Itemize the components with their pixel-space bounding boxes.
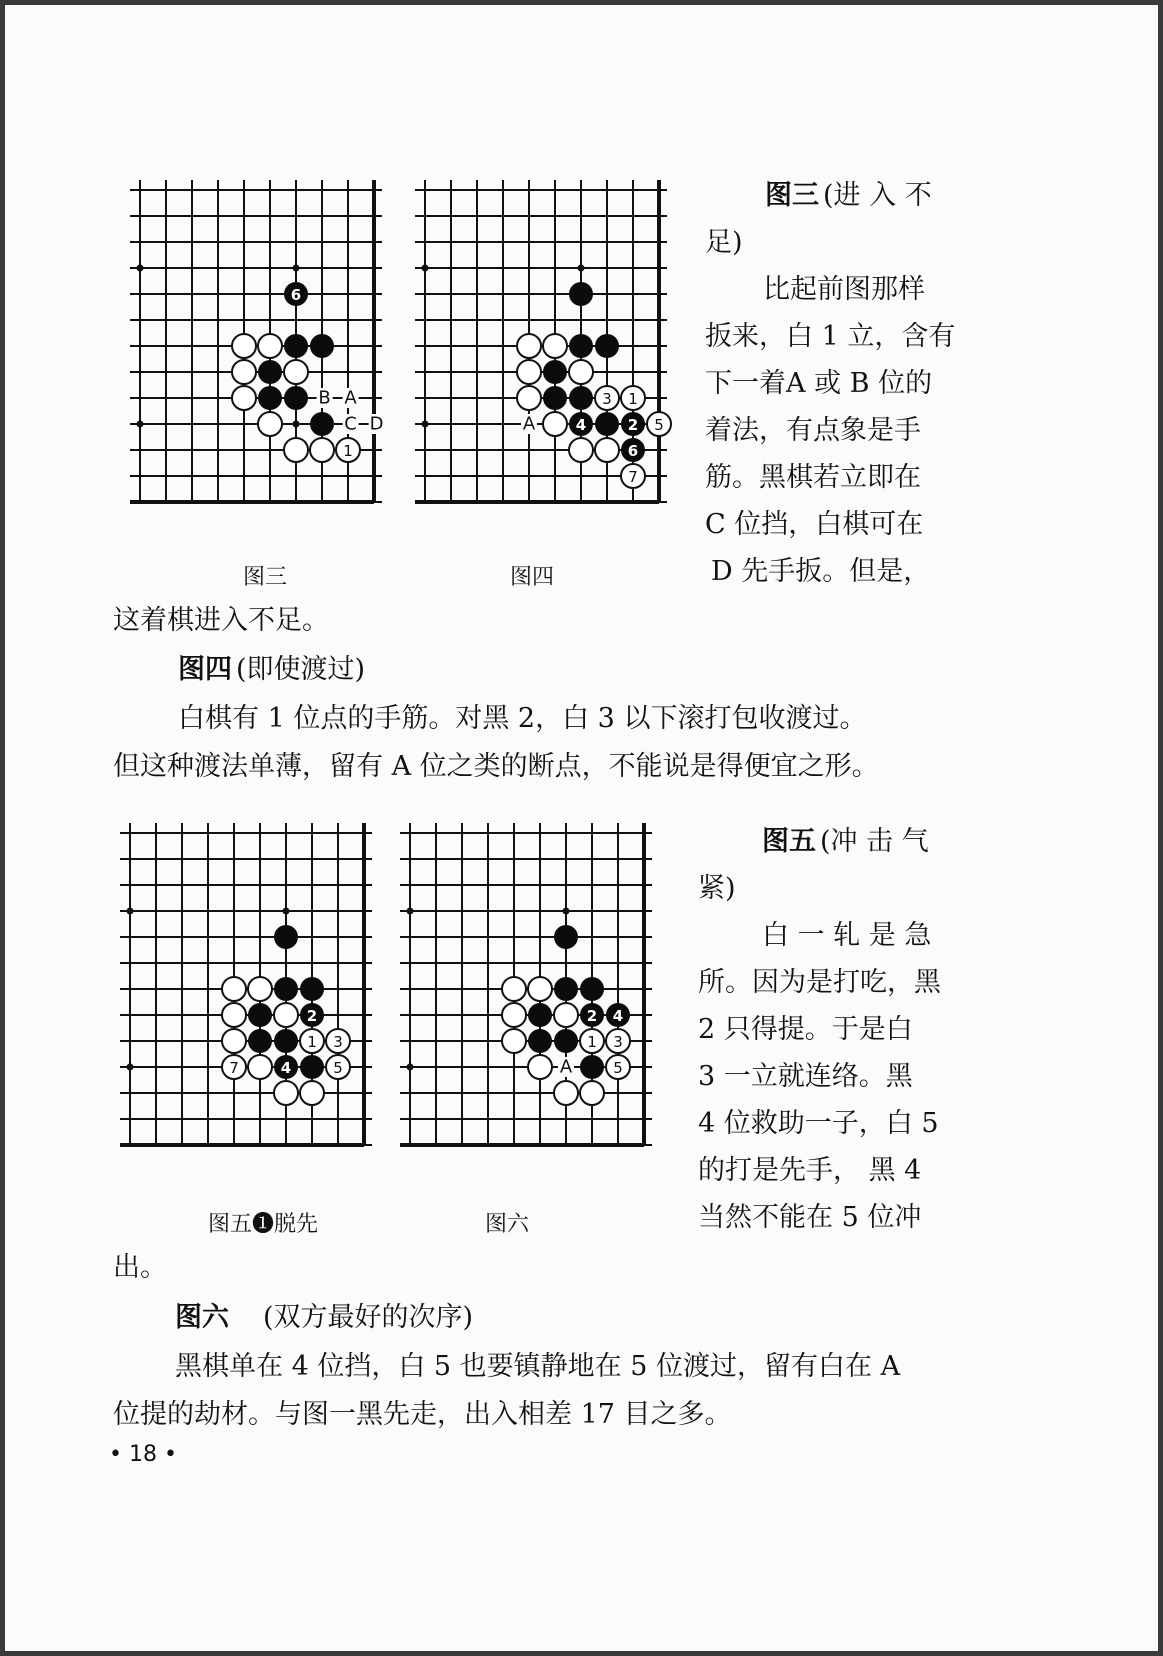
section-4-line: 但这种渡法单薄，留有 A 位之类的断点，不能说是得便宜之形。 [113, 751, 879, 782]
move-number: 6 [627, 442, 639, 460]
white-stone [232, 386, 256, 410]
white-stone [528, 1055, 552, 1079]
star-point [422, 265, 429, 272]
board-label: A [344, 387, 357, 409]
black-stone [580, 1055, 604, 1079]
white-stone [258, 334, 282, 358]
go-diagram-6 [400, 823, 665, 1173]
black-stone [554, 977, 578, 1001]
section-4-title: (即使渡过) [236, 654, 366, 685]
section-3-heading: 图三 [765, 180, 819, 211]
page-number: • 18 • [109, 1442, 177, 1467]
go-diagram-5 [120, 823, 385, 1173]
star-point [127, 908, 134, 915]
section-5-heading: 图五 [762, 826, 816, 857]
black-stone [248, 1003, 272, 1027]
move-number: 4 [280, 1059, 292, 1077]
white-stone [528, 977, 552, 1001]
board-label: B [318, 387, 331, 409]
black-stone [258, 386, 282, 410]
white-stone [258, 412, 282, 436]
white-stone [232, 360, 256, 384]
black-stone [543, 386, 567, 410]
caption-figure-5: 图五❶脱先 [208, 1212, 319, 1237]
black-stone [284, 334, 308, 358]
section-3-line: 着法，有点象是手 [705, 415, 921, 446]
white-stone [248, 1055, 272, 1079]
section-6-line: 黑棋单在 4 位挡，白 5 也要镇静地在 5 位渡过，留有白在 A [175, 1351, 901, 1382]
section-5-line: (冲 击 气 [820, 826, 929, 857]
white-stone [222, 1029, 246, 1053]
white-stone [517, 334, 541, 358]
white-stone [517, 360, 541, 384]
star-point [127, 1064, 134, 1071]
star-point [293, 421, 300, 428]
white-stone [569, 438, 593, 462]
star-point [137, 265, 144, 272]
white-stone [502, 1003, 526, 1027]
section-5-line: 白 一 轧 是 急 [762, 920, 932, 951]
black-stone [274, 925, 298, 949]
section-3-line: 筋。黑棋若立即在 [705, 462, 921, 493]
white-stone [232, 334, 256, 358]
caption-figure-3: 图三 [243, 565, 288, 590]
black-stone [258, 360, 282, 384]
white-stone [300, 1081, 324, 1105]
caption-figure-6: 图六 [485, 1212, 530, 1237]
black-stone [569, 282, 593, 306]
book-page [5, 5, 1158, 1651]
white-stone [569, 360, 593, 384]
board-label: D [369, 413, 384, 435]
white-stone [580, 1081, 604, 1105]
move-number: 6 [290, 286, 302, 304]
move-number: 5 [654, 416, 664, 434]
section-3-line: C 位挡，白棋可在 [705, 509, 924, 540]
section-5-line: 出。 [113, 1252, 167, 1283]
star-point [137, 421, 144, 428]
section-3-line: (进 入 不 [823, 180, 932, 211]
black-stone [248, 1029, 272, 1053]
black-stone [300, 1055, 324, 1079]
board-label: C [344, 413, 357, 435]
black-stone [310, 412, 334, 436]
white-stone [543, 412, 567, 436]
star-point [578, 265, 585, 272]
board-label: A [559, 1056, 573, 1078]
white-stone [222, 977, 246, 1001]
section-4-line: 白棋有 1 位点的手筋。对黑 2，白 3 以下滚打包收渡过。 [178, 703, 867, 734]
move-number: 4 [575, 416, 587, 434]
move-number: 1 [343, 442, 353, 460]
go-diagram-3 [130, 180, 395, 530]
section-5-line: 紧) [698, 873, 736, 904]
black-stone [569, 334, 593, 358]
move-number: 4 [612, 1007, 624, 1025]
white-stone [595, 438, 619, 462]
section-6-heading: 图六 [175, 1302, 229, 1333]
section-3-line: 这着棋进入不足。 [113, 605, 329, 636]
section-3-line: 比起前图那样 [763, 274, 925, 305]
black-stone [274, 977, 298, 1001]
caption-figure-4: 图四 [510, 565, 555, 590]
section-3-line: 足) [705, 227, 743, 258]
white-stone [502, 977, 526, 1001]
black-stone [595, 334, 619, 358]
move-number: 3 [613, 1033, 623, 1051]
section-5-line: 2 只得提。于是白 [698, 1014, 913, 1045]
black-stone [528, 1003, 552, 1027]
black-stone [300, 977, 324, 1001]
section-5-line: 所。因为是打吃，黑 [698, 967, 941, 998]
section-3-line: D 先手扳。但是， [711, 556, 931, 587]
move-number: 1 [307, 1033, 317, 1051]
star-point [563, 908, 570, 915]
white-stone [517, 386, 541, 410]
black-stone [528, 1029, 552, 1053]
white-stone [222, 1003, 246, 1027]
white-stone [248, 977, 272, 1001]
black-stone [595, 412, 619, 436]
section-3-line: 扳来，白 1 立，含有 [705, 321, 956, 352]
move-number: 2 [306, 1007, 318, 1025]
move-number: 3 [333, 1033, 343, 1051]
section-4-heading: 图四 [178, 654, 232, 685]
section-5-line: 当然不能在 5 位冲 [698, 1202, 922, 1233]
move-number: 3 [602, 390, 612, 408]
white-stone [554, 1003, 578, 1027]
white-stone [554, 1081, 578, 1105]
move-number: 1 [587, 1033, 597, 1051]
section-6-title: (双方最好的次序) [263, 1302, 474, 1333]
move-number: 1 [628, 390, 638, 408]
move-number: 7 [229, 1059, 239, 1077]
star-point [407, 908, 414, 915]
black-stone [274, 1029, 298, 1053]
move-number: 2 [586, 1007, 598, 1025]
section-5-line: 4 位救助一子，白 5 [698, 1108, 939, 1139]
white-stone [274, 1081, 298, 1105]
white-stone [284, 360, 308, 384]
black-stone [580, 977, 604, 1001]
black-stone [554, 1029, 578, 1053]
white-stone [502, 1029, 526, 1053]
star-point [283, 908, 290, 915]
move-number: 5 [333, 1059, 343, 1077]
black-stone [543, 360, 567, 384]
star-point [422, 421, 429, 428]
board-label: A [522, 413, 536, 435]
move-number: 2 [627, 416, 639, 434]
black-stone [284, 386, 308, 410]
black-stone [554, 925, 578, 949]
section-3-line: 下一着A 或 B 位的 [705, 368, 933, 399]
go-diagram-4 [415, 180, 695, 530]
black-stone [569, 386, 593, 410]
section-6-line: 位提的劫材。与图一黑先走，出入相差 17 目之多。 [113, 1399, 732, 1430]
move-number: 7 [628, 468, 638, 486]
white-stone [274, 1003, 298, 1027]
star-point [293, 265, 300, 272]
section-5-line: 3 一立就连络。黑 [698, 1061, 913, 1092]
black-stone [310, 334, 334, 358]
star-point [407, 1064, 414, 1071]
white-stone [543, 334, 567, 358]
section-5-line: 的打是先手， 黑 4 [698, 1155, 922, 1186]
white-stone [284, 438, 308, 462]
move-number: 5 [613, 1059, 623, 1077]
white-stone [310, 438, 334, 462]
